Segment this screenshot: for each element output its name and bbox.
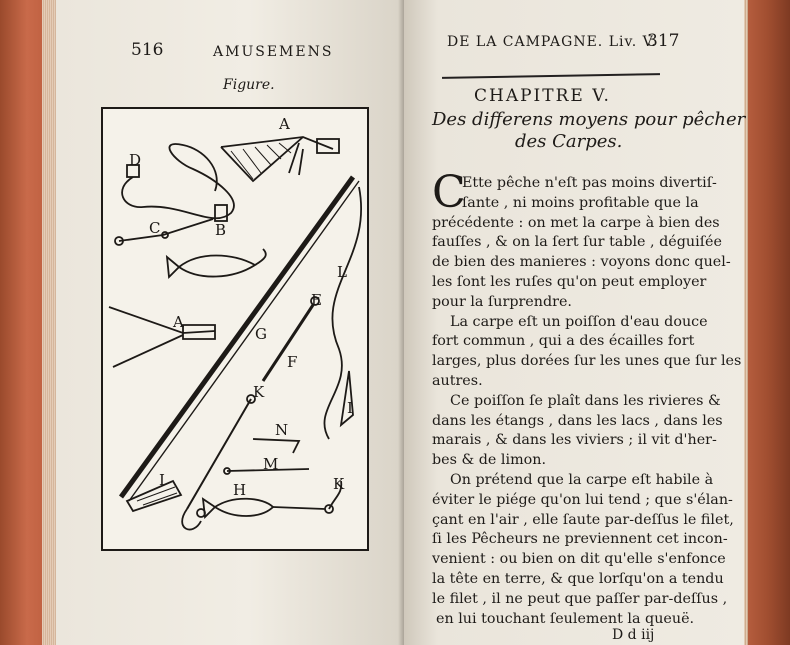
- fig-letter-l: L: [337, 263, 347, 281]
- text-line: La carpe eſt un poiſſon d'eau douce: [450, 313, 708, 330]
- drop-cap: C: [432, 167, 466, 218]
- chapter-subtitle-line-1: Des differens moyens pour pêcher: [432, 109, 746, 130]
- fig-letter-a-left: A: [173, 313, 184, 331]
- fish-top-hook: [255, 249, 266, 265]
- fig-letter-d: D: [129, 151, 142, 169]
- fish-top: [179, 256, 255, 277]
- fish-top-tail: [167, 257, 179, 277]
- text-line: Ette pêche n'eſt pas moins divertiſ-: [462, 175, 717, 191]
- fig-letter-g: G: [255, 325, 267, 343]
- chapter-subtitle-line-2: des Carpes.: [515, 131, 623, 152]
- wavy-line-l: [324, 187, 361, 439]
- line-n: [253, 439, 299, 453]
- left-page-number: 516: [131, 40, 164, 60]
- fig-letter-e: E: [311, 291, 322, 309]
- text-line: Ce poiſſon ſe plaît dans les rivieres &: [450, 392, 721, 409]
- fig-letter-h: H: [233, 481, 247, 499]
- text-line: fauſſes , & on la ſert ſur table , déguiſée: [432, 234, 722, 251]
- fig-letter-k-right: K: [333, 475, 345, 493]
- stick-lower: [113, 335, 183, 367]
- text-line: en lui touchant ſeulement la queuë.: [436, 610, 695, 627]
- text-line: de bien des manieres : voyons donc quel-: [432, 254, 731, 271]
- text-line: On prétend que la carpe eſt habile à: [450, 472, 714, 488]
- text-line: la tête en terre, & que lorſqu'on a tendu: [432, 571, 724, 587]
- fig-letter-b: B: [215, 221, 227, 239]
- text-line: pour la ſurprendre.: [432, 293, 572, 310]
- engraving-drawing: [103, 109, 367, 549]
- pole-socket: [317, 139, 339, 153]
- fig-letter-f: F: [287, 353, 298, 371]
- fig-letter-c: C: [149, 219, 161, 237]
- fig-letter-i-left: I: [159, 471, 165, 489]
- text-line: bes & de limon.: [432, 452, 546, 469]
- text-line: fort commun , qui a des écailles fort: [432, 333, 695, 350]
- fig-letter-i-right: I: [347, 399, 353, 417]
- right-page-number: 317: [647, 31, 680, 51]
- text-line: éviter le piége qu'on lui tend ; que s'élan-: [432, 491, 733, 508]
- fish-bottom: [215, 499, 273, 516]
- fig-letter-k-mid: K: [253, 383, 265, 401]
- fig-letter-a-top: A: [279, 115, 290, 133]
- text-line: ſi les Pêcheurs ne previennent cet incon-: [432, 531, 728, 548]
- figure-caption: Figure.: [223, 77, 275, 93]
- net-mesh-outline: [221, 137, 303, 181]
- stick-upper: [109, 307, 215, 333]
- text-line: ſante , ni moins profitable que la: [462, 194, 699, 211]
- chapter-heading: CHAPITRE V.: [474, 86, 611, 106]
- text-line: venient : ou bien on dit qu'elle s'enfonce: [432, 551, 726, 568]
- fig-letter-m: M: [263, 455, 279, 473]
- right-running-head: DE LA CAMPAGNE. Liv. V.: [447, 34, 657, 50]
- line-h: [273, 507, 325, 509]
- brush-i: [127, 481, 181, 511]
- fig-letter-n: N: [275, 421, 289, 439]
- text-line: çant en l'air , elle ſaute par-deſſus le filet,: [432, 511, 734, 528]
- hook-k: [182, 509, 201, 530]
- long-rod-edge: [129, 181, 359, 501]
- text-line: larges, plus dorées ſur les unes que ſur les: [432, 353, 742, 370]
- text-line: les ſont les ruſes qu'on peut employer: [432, 274, 707, 290]
- text-line: dans les étangs , dans les lacs , dans les: [432, 412, 723, 429]
- signature-mark: D d iij: [612, 627, 655, 644]
- text-line: le filet , il ne peut que paſſer par-deſſus ,: [432, 590, 728, 607]
- left-running-head: AMUSEMENS: [213, 44, 334, 60]
- fishing-tackle-engraving: [101, 107, 369, 551]
- text-line: précédente : on met la carpe à bien des: [432, 214, 720, 231]
- text-line: autres.: [432, 373, 483, 389]
- text-line: marais , & dans les viviers ; il vit d'her-: [432, 432, 717, 449]
